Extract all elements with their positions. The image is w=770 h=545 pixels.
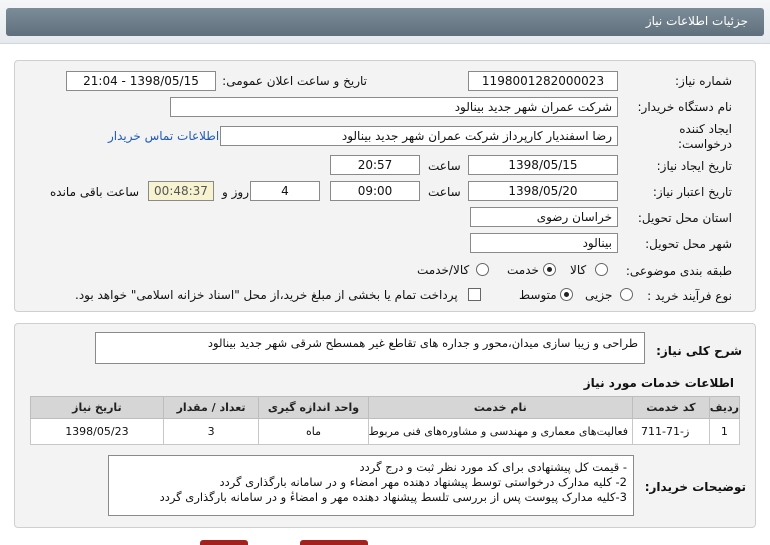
category-service-radio[interactable] (543, 263, 556, 276)
buyer-org-field: شرکت عمران شهر جدید بینالود (170, 97, 618, 117)
valid-time-field: 09:00 (330, 181, 420, 201)
summary-field: طراحی و زیبا سازی میدان،محور و جداره های تقاطع غیر همسطح شرقی شهر جدید بینالود (95, 332, 645, 364)
buyer-contact-link[interactable]: اطلاعات تماس خریدار (108, 129, 220, 143)
created-date-label: تاریخ ایجاد نیاز: (656, 159, 732, 173)
category-goods-service-radio[interactable] (476, 263, 489, 276)
province-label: استان محل تحویل: (637, 211, 732, 225)
created-time-field: 20:57 (330, 155, 420, 175)
cell-unit: ماه (259, 419, 368, 445)
need-number-field: 1198001282000023 (468, 71, 618, 91)
created-time-label: ساعت (428, 159, 461, 173)
category-service-label: خدمت (507, 263, 539, 277)
col-unit: واحد اندازه گیری (259, 397, 368, 419)
cell-service-name: فعالیت‌های معماری و مهندسی و مشاوره‌های فنی مربوط (368, 419, 632, 445)
valid-date-label: تاریخ اعتبار نیاز: (652, 185, 732, 199)
page-header (0, 0, 770, 44)
remaining-label: ساعت باقی مانده (50, 185, 140, 199)
cell-need-date: 1398/05/23 (31, 419, 164, 445)
category-goods-label: کالا (570, 263, 587, 277)
col-service-name: نام خدمت (368, 397, 632, 419)
valid-time-label: ساعت (428, 185, 461, 199)
buyer-notes-label: توضیحات خریدار: (644, 480, 746, 494)
valid-date-field: 1398/05/20 (468, 181, 618, 201)
buyer-note-line: 2- کلیه مدارک درخواستی توسط پیشنهاد دهنده مهر امضاء و در سامانه بارگذاری گردد (219, 475, 627, 489)
services-table (30, 396, 740, 445)
print-button[interactable] (300, 540, 368, 545)
cell-service-code: ز-71-711 (633, 419, 710, 445)
announce-datetime-field: 1398/05/15 - 21:04 (66, 71, 216, 91)
requester-label-line1: ایجاد کننده (679, 122, 732, 136)
treasury-payment-checkbox[interactable] (468, 288, 481, 301)
buyer-note-line: 3-کلیه مدارک پیوست پس از بررسی تلسط پیشنهاد دهنده مهر و امضاءٔ و در سامانه بارگذاری گردد (159, 490, 627, 504)
need-number-label: شماره نیاز: (675, 74, 732, 88)
col-need-date: تاریخ نیاز (31, 397, 164, 419)
announce-label: تاریخ و ساعت اعلان عمومی: (222, 74, 367, 88)
services-header-row (31, 397, 740, 419)
col-row-number: ردیف (709, 397, 739, 419)
cell-quantity: 3 (163, 419, 259, 445)
remaining-time-field: 00:48:37 (148, 181, 214, 201)
process-label: نوع فرآیند خرید : (647, 289, 732, 303)
days-remaining-field: 4 (250, 181, 320, 201)
services-title: اطلاعات خدمات مورد نیاز (583, 376, 734, 390)
category-label: طبقه بندی موضوعی: (625, 264, 732, 278)
buyer-notes-field (108, 455, 634, 516)
city-label: شهر محل تحویل: (645, 237, 732, 251)
treasury-payment-note: پرداخت تمام یا بخشی از مبلغ خرید،از محل "اسناد خزانه اسلامی" خواهد بود. (75, 288, 458, 302)
days-label: روز و (222, 185, 249, 199)
requester-label-line2: درخواست: (678, 137, 732, 151)
col-service-code: کد خدمت (633, 397, 710, 419)
city-field: بینالود (470, 233, 618, 253)
summary-label: شرح کلی نیاز: (656, 344, 742, 358)
table-row (31, 419, 740, 445)
process-minor-radio[interactable] (620, 288, 633, 301)
category-goods-service-label: کالا/خدمت (417, 263, 470, 277)
process-minor-label: جزیی (585, 288, 613, 302)
category-goods-radio[interactable] (595, 263, 608, 276)
buyer-org-label: نام دستگاه خریدار: (637, 100, 732, 114)
buyer-note-line: - قیمت کل پیشنهادی برای کد مورد نظر ثبت و درج گردد (359, 460, 627, 474)
requester-field: رضا اسفندیار کارپرداز شرکت عمران شهر جدید بینالود (220, 126, 618, 146)
back-button[interactable] (200, 540, 248, 545)
process-medium-radio[interactable] (560, 288, 573, 301)
process-medium-label: متوسط (519, 288, 557, 302)
title-bar (6, 8, 764, 36)
created-date-field: 1398/05/15 (468, 155, 618, 175)
cell-row-number: 1 (709, 419, 739, 445)
page-title: جزئیات اطلاعات نیاز (645, 14, 748, 28)
col-quantity: تعداد / مقدار (163, 397, 259, 419)
province-field: خراسان رضوی (470, 207, 618, 227)
